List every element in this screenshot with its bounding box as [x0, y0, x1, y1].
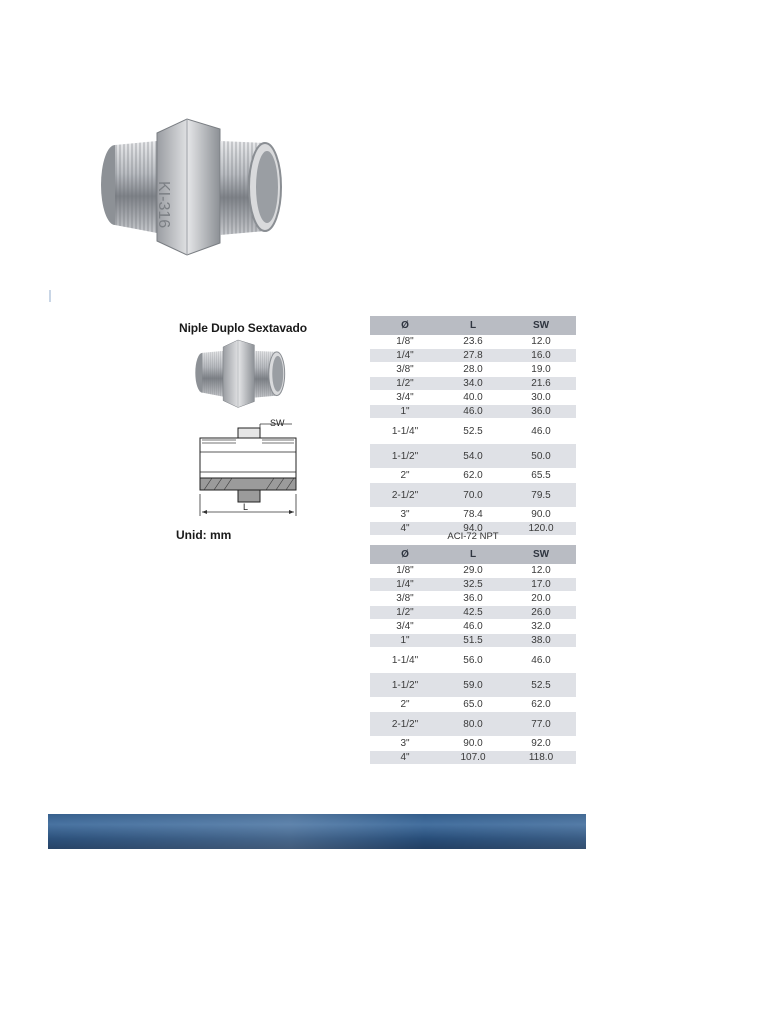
table-row: [370, 737, 576, 751]
cell-length: 80.0: [440, 712, 506, 737]
header-diameter: Ø: [370, 316, 440, 335]
table-row: [370, 483, 576, 508]
table-row: [370, 335, 576, 349]
table-row: [370, 648, 576, 673]
cell-diameter: 4": [370, 522, 440, 536]
drawing-l-label: L: [243, 502, 249, 512]
hex-nipple-photo: [95, 115, 285, 260]
cell-diameter: 1/4": [370, 349, 440, 363]
cell-length: 51.5: [440, 634, 506, 648]
cell-sw: 26.0: [506, 606, 576, 620]
cell-diameter: 1-1/4": [370, 419, 440, 444]
cell-sw: 46.0: [506, 419, 576, 444]
table-caption: ACI-72 NPT: [447, 531, 499, 542]
cell-diameter: 2": [370, 469, 440, 483]
header-length: L: [440, 316, 506, 335]
cell-diameter: 3/8": [370, 592, 440, 606]
cell-sw: 120.0: [506, 522, 576, 536]
table-row: [370, 405, 576, 419]
cell-length: 32.5: [440, 578, 506, 592]
cell-diameter: 3/4": [370, 620, 440, 634]
cell-length: 70.0: [440, 483, 506, 508]
header-length: L: [440, 545, 506, 564]
cell-sw: 79.5: [506, 483, 576, 508]
cell-diameter: 1": [370, 634, 440, 648]
table-row: [370, 673, 576, 698]
cell-length: 46.0: [440, 405, 506, 419]
cell-sw: 52.5: [506, 673, 576, 698]
cell-sw: 32.0: [506, 620, 576, 634]
table-row: [370, 578, 576, 592]
cell-sw: 118.0: [506, 751, 576, 765]
cell-sw: 20.0: [506, 592, 576, 606]
cell-sw: 16.0: [506, 349, 576, 363]
table-row: [370, 419, 576, 444]
table-row: [370, 620, 576, 634]
table-row: [370, 564, 576, 578]
cell-sw: 12.0: [506, 564, 576, 578]
dimension-table-1: [370, 316, 576, 536]
table-row: [370, 349, 576, 363]
drawing-sw-label: SW: [270, 418, 285, 428]
cell-sw: 17.0: [506, 578, 576, 592]
cell-length: 90.0: [440, 737, 506, 751]
footer-banner: [48, 814, 586, 849]
cell-diameter: 1/4": [370, 578, 440, 592]
cell-diameter: 1": [370, 405, 440, 419]
header-sw: SW: [506, 545, 576, 564]
cell-sw: 21.6: [506, 377, 576, 391]
cell-length: 23.6: [440, 335, 506, 349]
cell-length: 36.0: [440, 592, 506, 606]
cell-sw: 30.0: [506, 391, 576, 405]
cell-diameter: 1/8": [370, 335, 440, 349]
table-row: [370, 634, 576, 648]
dimension-table-2: [370, 545, 576, 765]
cell-sw: 62.0: [506, 698, 576, 712]
cell-sw: 38.0: [506, 634, 576, 648]
cell-sw: 12.0: [506, 335, 576, 349]
cell-length: 28.0: [440, 363, 506, 377]
cell-sw: 46.0: [506, 648, 576, 673]
table-row: [370, 377, 576, 391]
table-row: [370, 606, 576, 620]
cell-sw: 90.0: [506, 508, 576, 522]
edge-mark: [49, 290, 51, 302]
hex-nipple-thumbnail: [187, 338, 292, 410]
cell-sw: 36.0: [506, 405, 576, 419]
table-row: [370, 508, 576, 522]
cell-diameter: 3": [370, 737, 440, 751]
cell-diameter: 1-1/4": [370, 648, 440, 673]
cell-diameter: 2-1/2": [370, 712, 440, 737]
cell-length: 42.5: [440, 606, 506, 620]
cell-diameter: 2-1/2": [370, 483, 440, 508]
header-sw: SW: [506, 316, 576, 335]
table-row: [370, 391, 576, 405]
product-title: Niple Duplo Sextavado: [179, 321, 307, 335]
cell-diameter: 1-1/2": [370, 673, 440, 698]
cell-length: 94.0: [440, 522, 506, 536]
table-header-row: [370, 316, 576, 335]
cell-sw: 77.0: [506, 712, 576, 737]
cell-length: 78.4: [440, 508, 506, 522]
cell-diameter: 2": [370, 698, 440, 712]
table-row: [370, 444, 576, 469]
table-row: [370, 698, 576, 712]
table-row: [370, 363, 576, 377]
cell-length: 29.0: [440, 564, 506, 578]
cell-length: 59.0: [440, 673, 506, 698]
cell-diameter: 4": [370, 751, 440, 765]
cell-length: 62.0: [440, 469, 506, 483]
cell-sw: 92.0: [506, 737, 576, 751]
cell-length: 52.5: [440, 419, 506, 444]
cell-diameter: 1/2": [370, 606, 440, 620]
unit-label: Unid: mm: [176, 528, 232, 542]
cell-diameter: 3/4": [370, 391, 440, 405]
cell-length: 40.0: [440, 391, 506, 405]
cell-diameter: 1/8": [370, 564, 440, 578]
cell-length: 46.0: [440, 620, 506, 634]
cell-sw: 65.5: [506, 469, 576, 483]
cell-length: 107.0: [440, 751, 506, 765]
cell-length: 27.8: [440, 349, 506, 363]
cell-sw: 50.0: [506, 444, 576, 469]
cell-length: 65.0: [440, 698, 506, 712]
table-row: [370, 469, 576, 483]
cell-length: 56.0: [440, 648, 506, 673]
cell-diameter: 3": [370, 508, 440, 522]
table-row: [370, 751, 576, 765]
cell-sw: 19.0: [506, 363, 576, 377]
cell-diameter: 3/8": [370, 363, 440, 377]
cell-length: 34.0: [440, 377, 506, 391]
engraving-text: KI-316: [155, 181, 172, 229]
cell-length: 54.0: [440, 444, 506, 469]
header-diameter: Ø: [370, 545, 440, 564]
table-row: [370, 712, 576, 737]
cell-diameter: 1-1/2": [370, 444, 440, 469]
table-header-row: [370, 545, 576, 564]
table-row: [370, 592, 576, 606]
cell-diameter: 1/2": [370, 377, 440, 391]
